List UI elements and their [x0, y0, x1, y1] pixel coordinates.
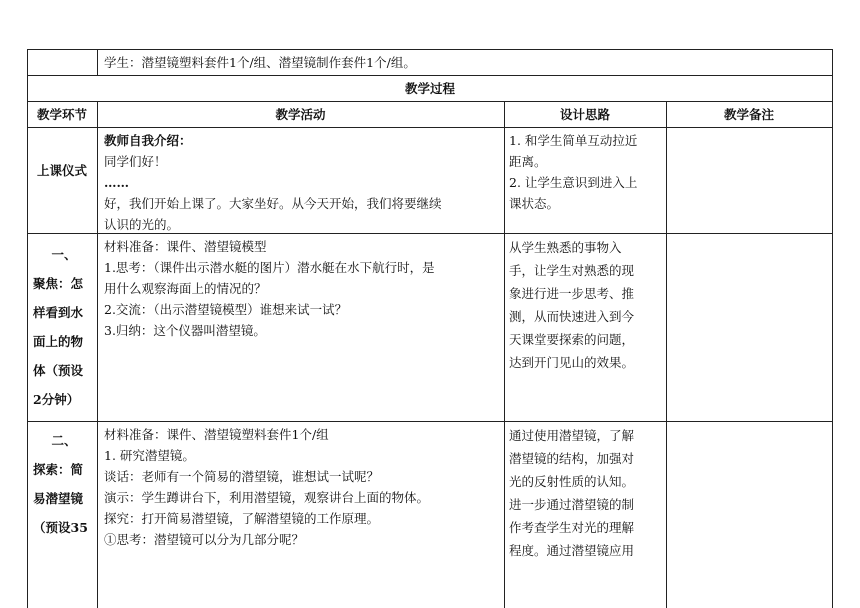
row3-stage-line: （预设35	[33, 520, 88, 535]
row3-design-line: 通过使用潜望镜，了解	[509, 428, 635, 443]
row2-design-line: 手，让学生对熟悉的现	[509, 263, 635, 278]
row3-activity-line: 探究：打开简易潜望镜，了解潜望镜的工作原理。	[104, 511, 380, 526]
row2-design-line: 从学生熟悉的事物入	[509, 240, 622, 255]
row2-stage-line: 2分钟）	[33, 392, 80, 407]
row3-design-line: 作考查学生对光的理解	[509, 520, 635, 535]
rule-right	[832, 49, 833, 608]
materials-text: 学生：潜望镜塑料套件1个/组、潜望镜制作套件1个/组。	[104, 55, 416, 70]
rule-col1	[97, 49, 98, 75]
row3-stage-line: 易潜望镜	[33, 491, 84, 506]
row3-activity-line: 谈话：老师有一个简易的潜望镜，谁想试一试呢？	[104, 469, 380, 484]
row3-activity-line: 演示：学生蹲讲台下，利用潜望镜，观察讲台上面的物体。	[104, 490, 430, 505]
row3-design-line: 潜望镜的结构，加强对	[509, 451, 635, 466]
rule-col2	[504, 101, 505, 608]
rule-col3	[666, 101, 667, 608]
row1-activity-line: ……	[104, 175, 129, 190]
rule-after-row2	[27, 421, 833, 422]
row3-design-line: 程度。通过潜望镜应用	[509, 543, 635, 558]
row2-stage-line: 面上的物	[33, 334, 84, 349]
row2-stage-line: 样看到水	[33, 305, 84, 320]
row2-design-line: 天课堂要探索的问题，	[509, 332, 635, 347]
rule-after-title	[27, 101, 833, 102]
row1-activity-line: 认识的光的。	[104, 217, 180, 232]
row3-design-line: 光的反射性质的认知。	[509, 474, 635, 489]
row3-activity	[104, 424, 500, 550]
row1-design-line: 距离。	[509, 154, 547, 169]
row3-activity-line: ①思考：潜望镜可以分为几部分呢？	[104, 532, 305, 547]
row1-stage	[27, 160, 97, 181]
row2-stage-line: 一、	[51, 247, 77, 262]
row1-activity	[104, 130, 500, 235]
row3-design	[509, 424, 663, 562]
row2-activity-line: 材料准备：课件、潜望镜模型	[104, 239, 267, 254]
header-design: 设计思路	[559, 107, 610, 122]
header-notes: 教学备注	[723, 107, 774, 122]
row1-activity-line: 同学们好！	[104, 154, 167, 169]
row3-design-line: 进一步通过潜望镜的制	[509, 497, 635, 512]
rule-after-materials	[27, 75, 833, 76]
rule-col1-lower	[97, 101, 98, 608]
rule-top	[27, 49, 833, 50]
row3-stage	[33, 426, 95, 542]
row1-stage-line: 上课仪式	[36, 163, 87, 178]
row1-activity-line: 教师自我介绍：	[104, 133, 192, 148]
row1-design-line: 2. 让学生意识到进入上	[509, 175, 638, 190]
section-title: 教学过程	[404, 81, 455, 96]
row2-design-line: 象进行进一步思考、推	[509, 286, 635, 301]
header-activity: 教学活动	[275, 107, 326, 122]
rule-after-headers	[27, 127, 833, 128]
row3-stage-line: 探索：简	[33, 462, 84, 477]
row2-design-line: 达到开门见山的效果。	[509, 355, 635, 370]
rule-left	[27, 49, 28, 608]
row2-design-line: 测，从而快速进入到今	[509, 309, 635, 324]
row1-design-line: 1. 和学生简单互动拉近	[509, 133, 638, 148]
header-stage: 教学环节	[36, 107, 87, 122]
row2-activity	[104, 236, 500, 341]
row3-activity-line: 1. 研究潜望镜。	[104, 448, 195, 463]
row2-activity-line: 用什么观察海面上的情况的？	[104, 281, 267, 296]
row2-activity-line: 3.归纳：这个仪器叫潜望镜。	[104, 323, 266, 338]
row2-stage-line: 体（预设	[33, 363, 84, 378]
row3-stage-line: 二、	[51, 433, 77, 448]
row3-activity-line: 材料准备：课件、潜望镜塑料套件1个/组	[104, 427, 329, 442]
row2-activity-line: 2.交流：（出示潜望镜模型）谁想来试一试？	[104, 302, 348, 317]
row2-activity-line: 1.思考：（课件出示潜水艇的图片）潜水艇在水下航行时，是	[104, 260, 435, 275]
row1-design	[509, 130, 663, 214]
row2-design	[509, 236, 663, 374]
row1-activity-line: 好，我们开始上课了。大家坐好。从今天开始，我们将要继续	[104, 196, 442, 211]
row2-stage	[33, 240, 95, 414]
row2-stage-line: 聚焦：怎	[33, 276, 84, 291]
row1-design-line: 课状态。	[509, 196, 560, 211]
